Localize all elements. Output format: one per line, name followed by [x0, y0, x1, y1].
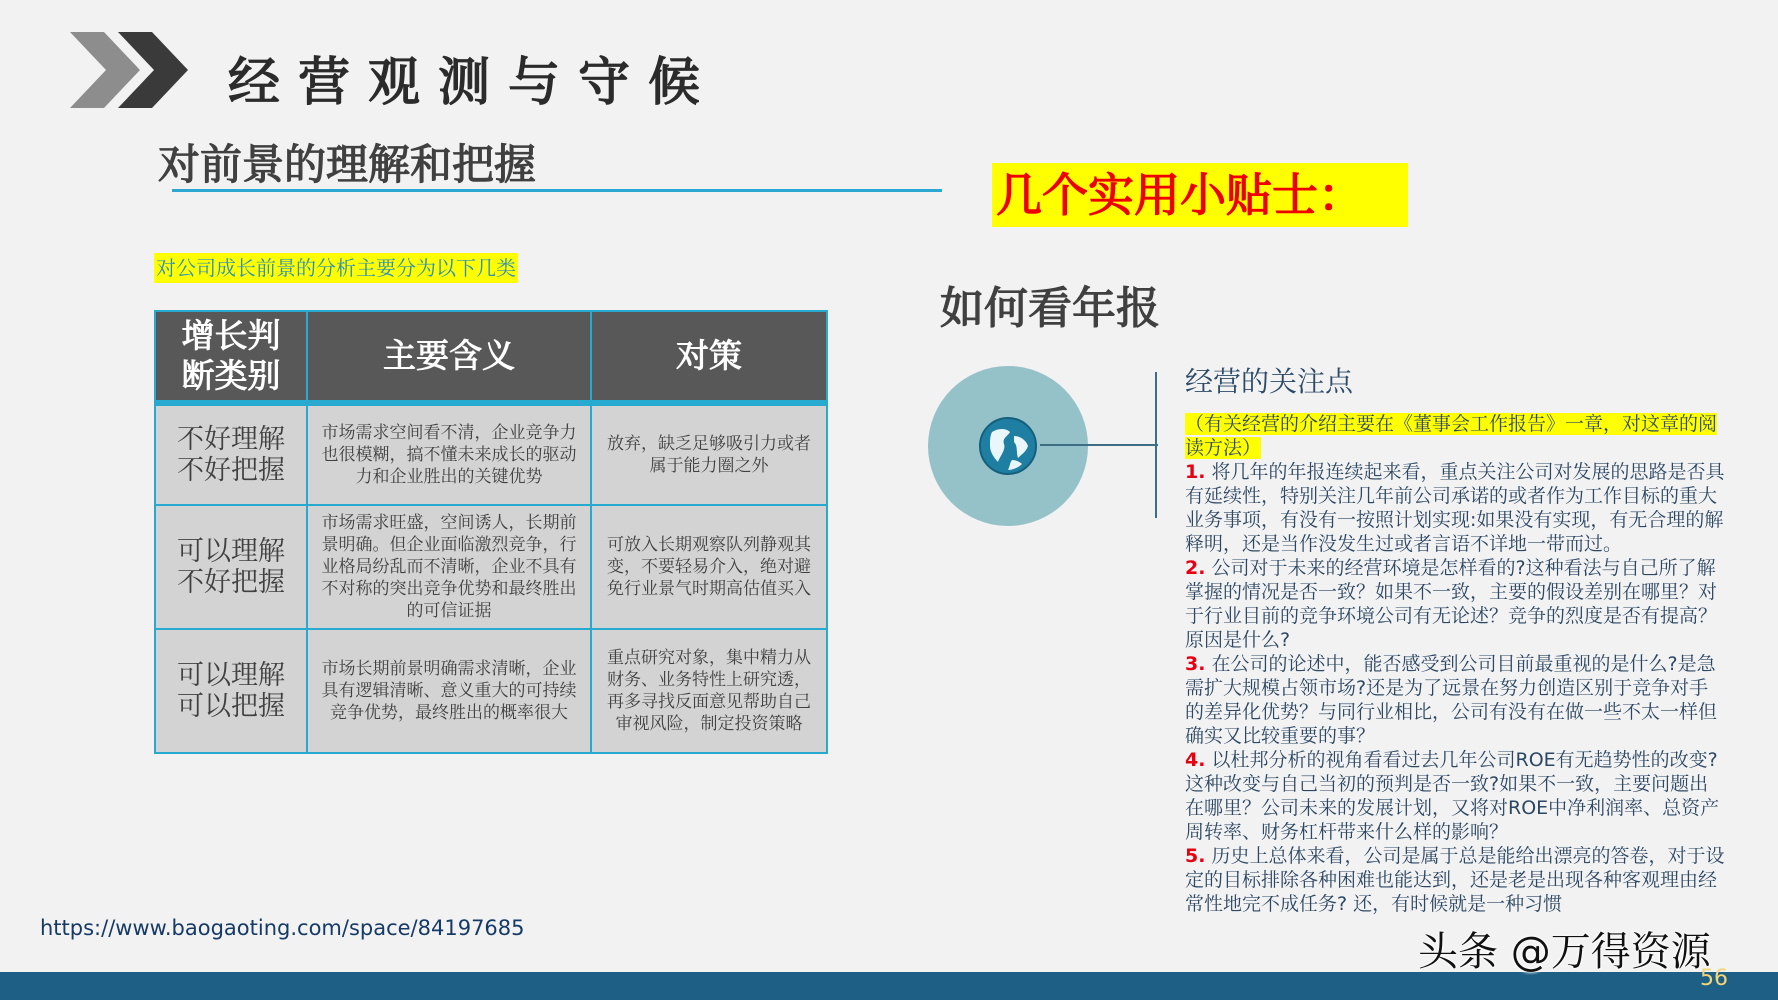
meaning-cell: 市场需求旺盛，空间诱人，长期前景明确。但企业面临激烈竞争，行业格局纷乱而不清晰，企业不具有不对称的突出竞争优势和最终胜出的可信证据 [307, 505, 591, 629]
page-number: 56 [1700, 966, 1728, 991]
how-to-read-title: 如何看年报 [940, 283, 1160, 334]
category-cell: 可以理解 可以把握 [155, 629, 307, 753]
strategy-cell: 重点研究对象，集中精力从财务、业务特性上研究透，再多寻找反面意见帮助自己审视风险，制定投资策略 [591, 629, 827, 753]
header-meaning: 主要含义 [307, 311, 591, 403]
vertical-divider [1155, 372, 1157, 518]
table-header-row [155, 311, 827, 403]
section-subtitle: 对前景的理解和把握 [158, 140, 537, 189]
reading-note: （有关经营的介绍主要在《董事会工作报告》一章，对这章的阅读方法） [1185, 413, 1718, 459]
header-strategy: 对策 [591, 311, 827, 403]
focus-title: 经营的关注点 [1185, 365, 1354, 398]
list-item: 1. 将几年的年报连续起来看，重点关注公司对发展的思路是否具有延续性，特别关注几年前公司承诺的或者作为工作目标的重大业务事项，有没有一按照计划实现:如果没有实现，有无合理的解释明，还是当作没发生过或者言语不详地一带而过。 [1185, 461, 1725, 555]
globe-icon [978, 416, 1038, 476]
table-row [155, 403, 827, 505]
list-item: 4. 以杜邦分析的视角看看过去几年公司ROE有无趋势性的改变?这种改变与自己当初的预判是否一致?如果不一致，主要问题出在哪里？公司未来的发展计划，又将对ROE中净利润率、总资产周转率、财务杠杆带来什么样的影响？ [1185, 749, 1720, 843]
source-url[interactable]: https://www.baogaoting.com/space/84197685 [40, 916, 525, 940]
tips-title: 几个实用小贴士： [992, 163, 1408, 227]
list-item: 2. 公司对于未来的经营环境是怎样看的?这种看法与自己所了解掌握的情况是否一致？如果不一致，主要的假设差别在哪里？对于行业目前的竞争环境公司有无论述？竞争的烈度是否有提高？原因是什么? [1185, 557, 1718, 651]
strategy-cell: 可放入长期观察队列静观其变，不要轻易介入，绝对避免行业景气时期高估值买入 [591, 505, 827, 629]
list-item: 3. 在公司的论述中，能否感受到公司目前最重视的是什么?是急需扩大规模占领市场?还是为了远景在努力创造区别于竞争对手的差异化优势？与同行业相比，公司有没有在做一些不太一样但确实又比较重要的事？ [1185, 653, 1718, 747]
table-row [155, 629, 827, 753]
strategy-cell: 放弃，缺乏足够吸引力或者属于能力圈之外 [591, 403, 827, 505]
focus-points [1185, 412, 1725, 916]
page-title: 经营观测与守候 [228, 53, 719, 113]
intro-label: 对公司成长前景的分析主要分为以下几类 [154, 253, 518, 283]
watermark: 头条 @万得资源 [1418, 929, 1711, 975]
category-cell: 可以理解 不好把握 [155, 505, 307, 629]
category-cell: 不好理解 不好把握 [155, 403, 307, 505]
table-row [155, 505, 827, 629]
subtitle-underline [172, 189, 942, 192]
header-category: 增长判断类别 [155, 311, 307, 403]
meaning-cell: 市场长期前景明确需求清晰，企业具有逻辑清晰、意义重大的可持续竞争优势，最终胜出的概率很大 [307, 629, 591, 753]
meaning-cell: 市场需求空间看不清，企业竞争力也很模糊，搞不懂未来成长的驱动力和企业胜出的关键优势 [307, 403, 591, 505]
connector-line [1040, 444, 1158, 446]
list-item: 5. 历史上总体来看，公司是属于总是能给出漂亮的答卷，对于设定的目标排除各种困难也能达到，还是老是出现各种客观理由经常性地完不成任务? 还，有时候就是一种习惯 [1185, 845, 1725, 915]
growth-table [154, 310, 828, 754]
chevron-right-icon [70, 32, 200, 108]
